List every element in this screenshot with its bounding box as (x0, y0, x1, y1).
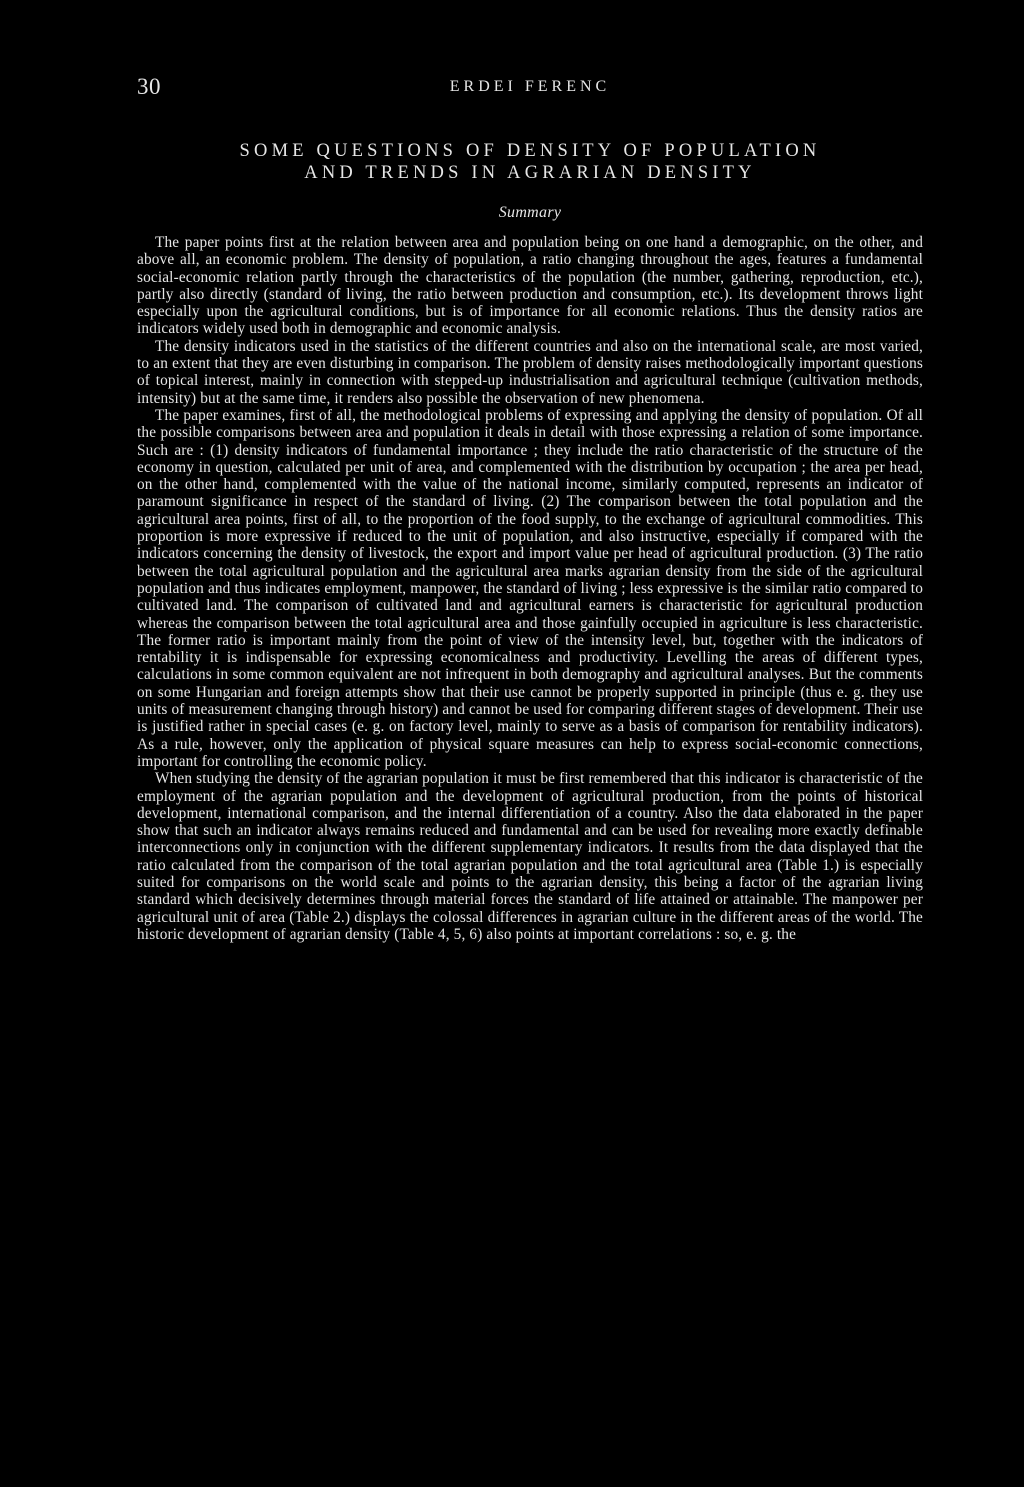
article-title-line-2: AND TRENDS IN AGRARIAN DENSITY (304, 163, 756, 183)
paragraph-4: When studying the density of the agrarian population it must be first remembered that this indicator is characteristic of the employment of the agrarian population and the development of agricultural production, from the points of historical development, international comparison, and the internal differentiation of a country. Also the data elaborated in the paper show that such an indicator always remains reduced and fundamental and can be used for revealing more exactly definable interconnections only in conjunction with the different supplementary indicators. It results from the data displayed that the ratio calculated from the comparison of the total agrarian population and the total agricultural area (Table 1.) is especially suited for comparisons on the world scale and points to the agrarian density, this being a factor of the agrarian living standard which decisively determines through material forces the standard of life attained or attainable. The manpower per agricultural unit of area (Table 2.) displays the colossal differences in agrarian culture in the different areas of the world. The historic development of agrarian density (Table 4, 5, 6) also points at important correlations : so, e. g. the (137, 770, 923, 943)
running-head: ERDEI FERENC (449, 78, 611, 95)
page-header (137, 74, 923, 104)
article-title-line-1: SOME QUESTIONS OF DENSITY OF POPULATION (239, 141, 821, 161)
article-title (137, 140, 923, 184)
paragraph-1: The paper points first at the relation between area and population being on one hand a demographic, on the other, and above all, an economic problem. The density of population, a ratio changing throughout the ages, features a fundamental social-economic relation partly through the characteristics of the population (the number, gathering, reproduction, etc.), partly also directly (standard of living, the ratio between production and consumption, etc.). Its development throws light especially upon the agricultural conditions, but is of importance for all economic relations. Thus the density ratios are indicators widely used both in demographic and economic analysis. (137, 234, 923, 338)
summary-heading: Summary (498, 204, 562, 221)
summary-body (137, 234, 923, 943)
page-number: 30 (137, 74, 161, 99)
paragraph-2: The density indicators used in the statistics of the different countries and also on the international scale, are most varied, to an extent that they are even disturbing in comparison. The problem of density raises methodologically important questions of topical interest, mainly in connection with stepped-up industrialisation and agricultural technique (cultivation methods, intensity) but at the same time, it renders also possible the observation of new phenomena. (137, 337, 923, 407)
paragraph-3: The paper examines, first of all, the methodological problems of expressing and applying the density of population. Of all the possible comparisons between area and population it deals in detail with those expressing a relation of some importance. Such are : (1) density indicators of fundamental importance ; they include the ratio characteristic of the structure of the economy in question, calculated per unit of area, and complemented with the distribution by occupation ; the area per head, on the other hand, complemented with the value of the national income, similarly computed, represents an indicator of paramount significance in respect of the standard of living. (2) The comparison between the total population and the agricultural area points, first of all, to the proportion of the food supply, to the exchange of agricultural commodities. This proportion is more expressive if reduced to the unit of population, and also instructive, especially if compared with the indicators concerning the density of livestock, the export and import value per head of agricultural production. (3) The ratio between the total agricultural population and the agricultural area marks agrarian density from the side of the agricultural population and thus indicates employment, manpower, the standard of living ; less expressive is the similar ratio compared to cultivated land. The comparison of cultivated land and agricultural earners is characteristic for agricultural production whereas the comparison between the total agricultural area and those gainfully occupied in agriculture is less characteristic. The former ratio is important mainly from the point of view of the intensity level, but, together with the indicators of rentability it is indispensable for expressing economicalness and productivity. Levelling the areas of different types, calculations in some common equivalent are not infrequent in both demography and agricultural analyses. But the comments on some Hungarian and foreign attempts show that their use cannot be properly supported in principle (thus e. g. they use units of measurement changing through history) and cannot be used for comparing different stages of development. Their use is justified rather in special cases (e. g. on factory level, mainly to serve as a basis of comparison for rentability indicators). As a rule, however, only the application of physical square measures can help to express social-economic connections, important for controlling the economic policy. (137, 406, 923, 770)
